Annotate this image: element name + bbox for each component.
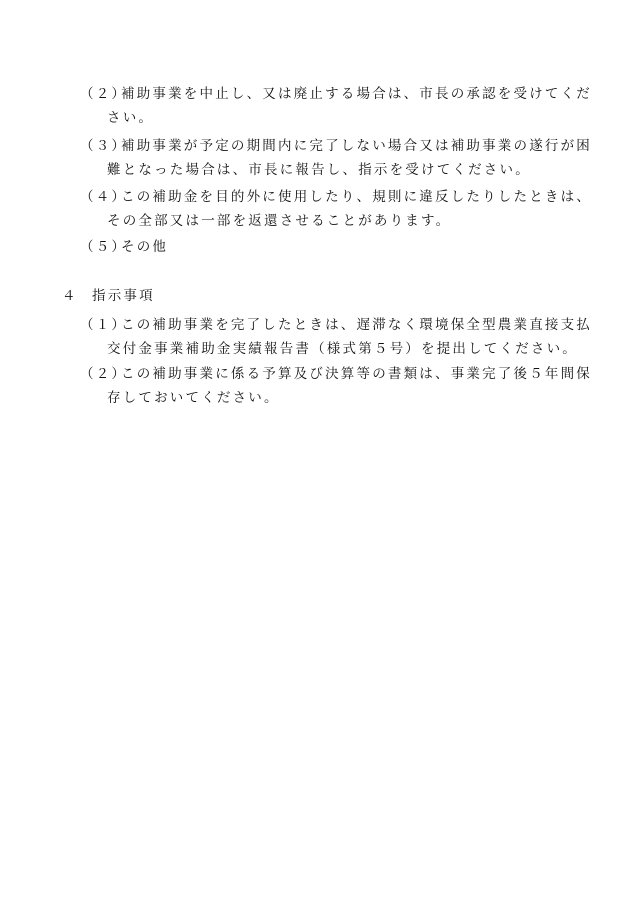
item-text-continued: 難となった場合は、市長に報告し、指示を受けてください。 — [107, 162, 531, 178]
item-number: （５） — [80, 239, 128, 255]
item-text: この補助事業を完了したときは、遅滞なく環境保全型農業直接支払 — [121, 317, 592, 333]
section-title: 指示事項 — [92, 288, 155, 304]
item-text: この補助事業に係る予算及び決算等の書類は、事業完了後５年間保 — [121, 366, 592, 382]
item-text: 補助事業を中止し、又は廃止する場合は、市長の承認を受けてくだ — [121, 86, 592, 102]
item-number: （４） — [80, 189, 128, 205]
item-number: （３） — [80, 138, 128, 154]
item-text-continued: 存しておいてください。 — [107, 390, 280, 406]
item-text: この補助金を目的外に使用したり、規則に違反したりしたときは、 — [121, 189, 592, 205]
item-text-continued: 交付金事業補助金実績報告書（様式第５号）を提出してください。 — [107, 341, 578, 357]
item-text: その他 — [121, 239, 169, 255]
item-number: （１） — [80, 317, 128, 333]
item-text-continued: その全部又は一部を返還させることがあります。 — [107, 213, 452, 229]
section-number: ４ — [62, 288, 78, 304]
item-number: （２） — [80, 366, 128, 382]
item-text: 補助事業が予定の期間内に完了しない場合又は補助事業の遂行が困 — [121, 138, 592, 154]
item-text-continued: さい。 — [107, 110, 155, 126]
item-number: （２） — [80, 86, 128, 102]
